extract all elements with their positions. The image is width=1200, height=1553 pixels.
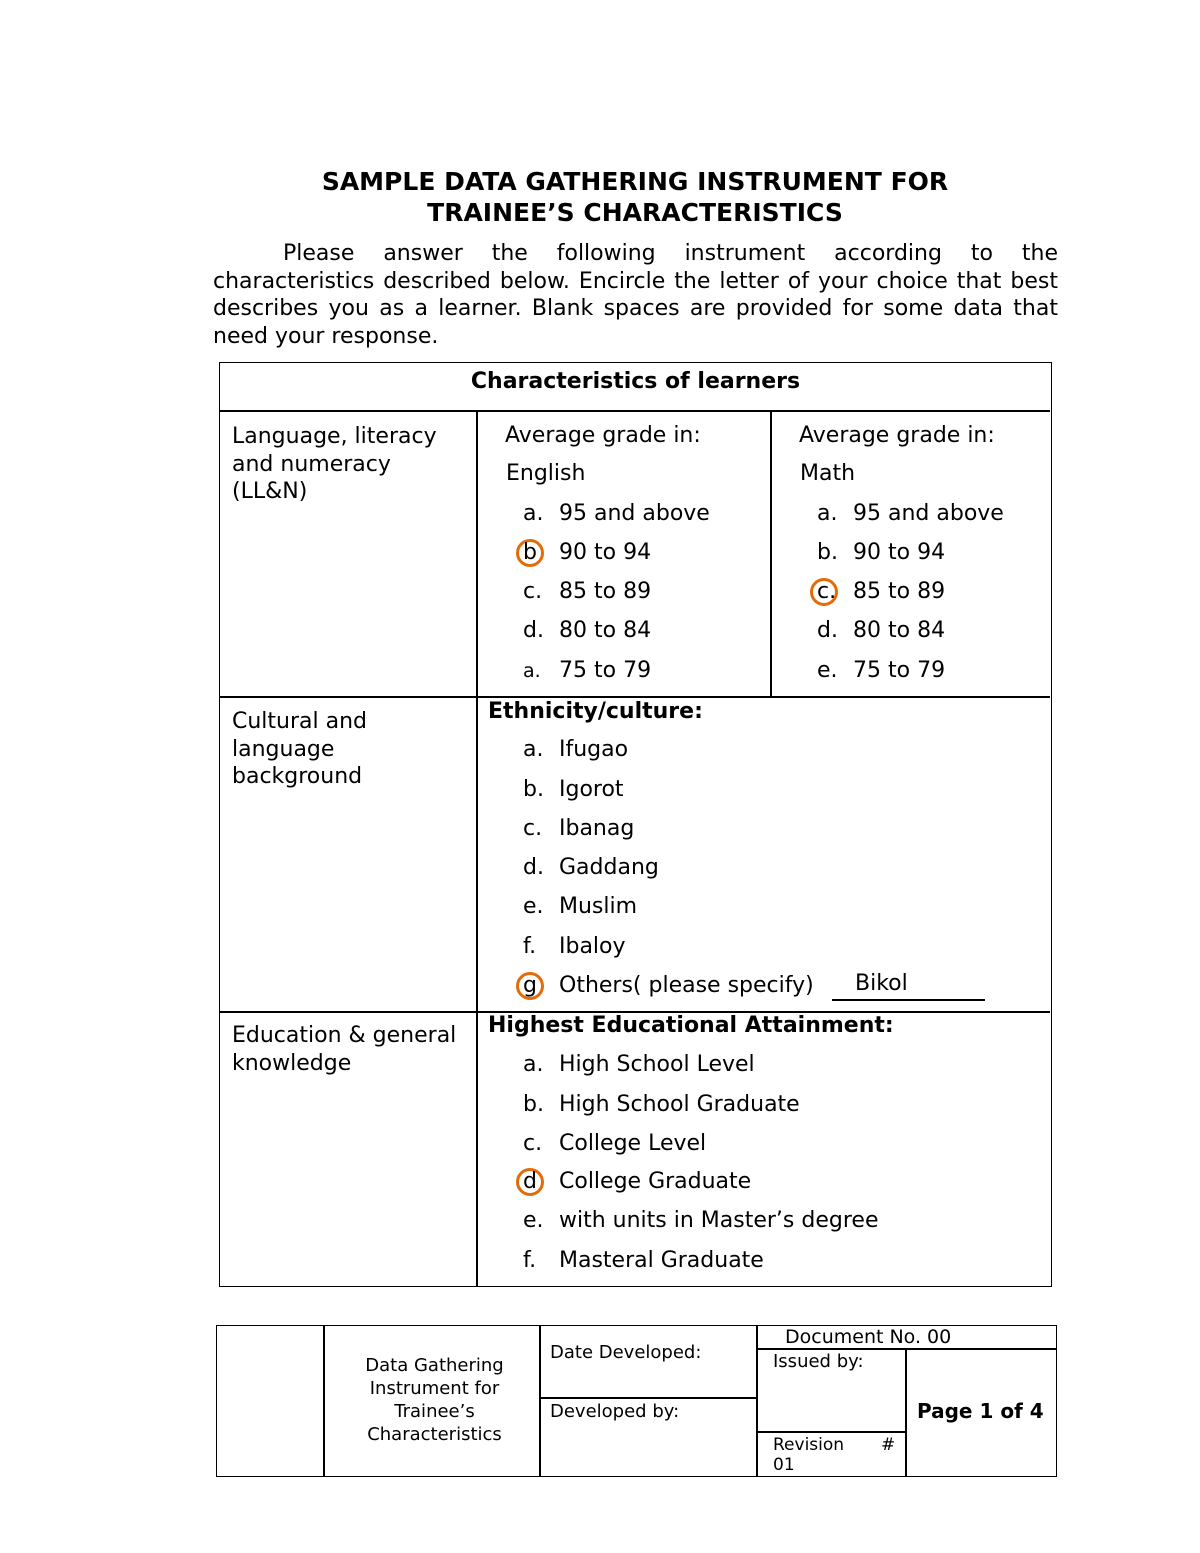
math-heading: Average grade in: [799,423,995,448]
instructions-paragraph: Please answer the following instrument according to the characteristics described below. Encircle the letter of your choice that best describes you as a learner. Blank spaces are provided for some data that need your response. [213,241,1058,349]
english-subject: English [506,461,586,486]
math-subject: Math [800,461,856,486]
document-control-footer [216,1325,1057,1477]
title-line-2: TRAINEE’S CHARACTERISTICS [427,198,843,227]
footer-doc-title: Data Gathering Instrument for Trainee’s Characteristics [365,1355,504,1445]
specify-answer[interactable]: Bikol [855,971,908,996]
english-heading: Average grade in: [505,423,701,448]
footer-document-no: Document No. 00 [785,1326,952,1348]
footer-developed-by: Developed by: [550,1401,680,1422]
footer-revision-hash: # [881,1435,896,1455]
title-line-1: SAMPLE DATA GATHERING INSTRUMENT FOR [321,167,949,196]
footer-revision: Revision [773,1435,845,1455]
table-header: Characteristics of learners [470,369,801,394]
footer-revision-no: 01 [773,1455,795,1475]
row-label-llnumeracy: Language, literacy and numeracy (LL&N) [232,424,437,504]
footer-page-number: Page 1 of 4 [917,1399,1044,1423]
row-label-cultural: Cultural and language background [232,709,368,789]
row-label-education: Education & general knowledge [232,1023,457,1076]
footer-issued-by: Issued by: [773,1351,864,1372]
footer-date-developed: Date Developed: [550,1342,702,1363]
characteristics-table: Characteristics of learners Language, literacy and numeracy (LL&N) Average grade in: English a. 95 and above b 90 to 94 c. 85 to 89 d. 80 to 84 a. 75 to 79 Average grade in: Math a. 95 and above b. 90 to 94 c. 85 to 89 d. 80 to 84 e. 75 to 79 Cultural and language background Ethnicity/culture: a. Ifugao b. Igorot c. Ibanag d. Gaddang e. Muslim f. Ibaloy g Others( please specify) Bikol Education & general knowledge Highest Educational Attainment: a. High School Level b. High School Graduate c. College Level d College Graduate e. with units in Master’s degree f. Masteral Graduate [219,362,1052,1287]
education-heading: Highest Educational Attainment: [488,1013,894,1038]
specify-blank-line [832,999,985,1001]
ethnicity-heading: Ethnicity/culture: [488,699,703,724]
